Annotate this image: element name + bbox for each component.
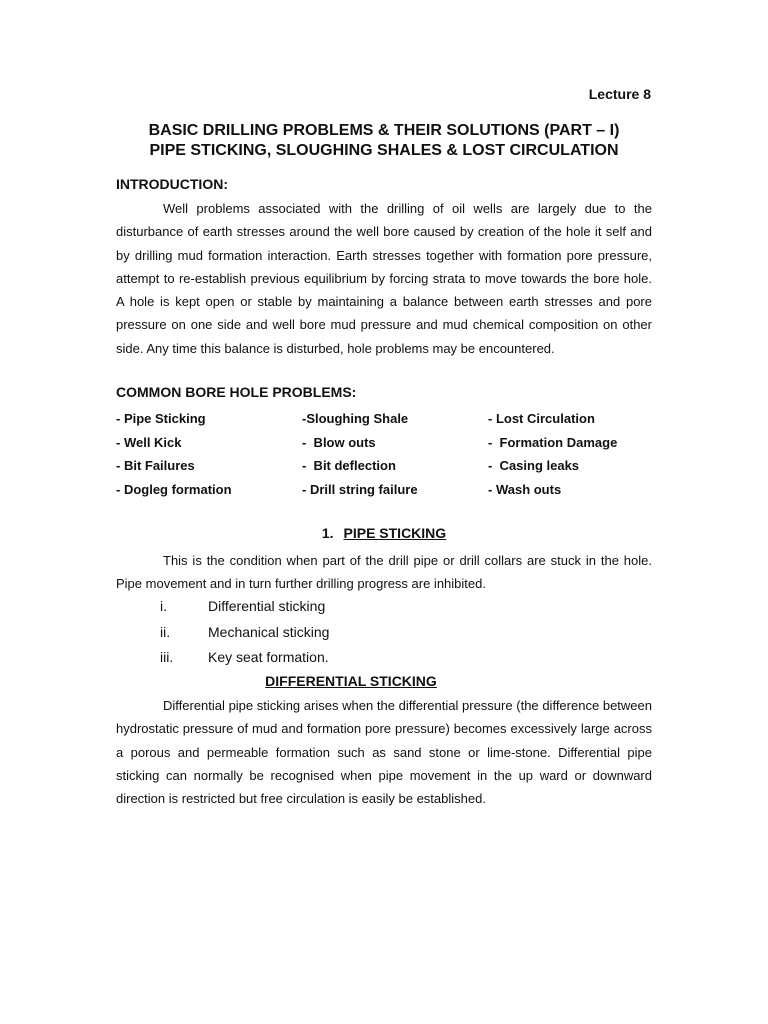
- list-item: [160, 647, 329, 673]
- list-label: Key seat formation.: [208, 649, 329, 665]
- list-item: [160, 596, 329, 622]
- list-numeral: i.: [160, 598, 167, 614]
- title-line-2: PIPE STICKING, SLOUGHING SHALES & LOST CIRCULATION: [149, 142, 619, 159]
- problems-row: [116, 431, 652, 455]
- problems-grid: [116, 407, 652, 501]
- list-label: Differential sticking: [208, 598, 326, 614]
- problem-item: -Sloughing Shale: [302, 411, 409, 426]
- problem-item: - Lost Circulation: [488, 411, 595, 426]
- problem-item: - Pipe Sticking: [116, 411, 206, 426]
- problem-item: - Well Kick: [116, 434, 182, 450]
- introduction-paragraph: Well problems associated with the drilling of oil wells are largely due to the disturbance of earth stresses around the well bore caused by creation of the hole it self and by drilling mud formation interaction. Earth stresses together with formation pore pressure, attempt to re-establish previous equilibrium by forcing strata to move towards the bore hole. A hole is kept open or stable by maintaining a balance between earth stresses and pore pressure on one side and well bore mud pressure and mud chemical composition on other side. Any time this balance is disturbed, hole problems may be encountered.: [116, 201, 652, 356]
- problems-row: [116, 478, 652, 502]
- problem-item: - Bit deflection: [302, 458, 396, 473]
- list-numeral: iii.: [160, 649, 174, 665]
- list-item: [160, 622, 329, 648]
- pipe-sticking-paragraph: This is the condition when part of the drill pipe or drill collars are stuck in the hole. Pipe movement and in turn further drilling progress are inhibited.: [116, 553, 652, 592]
- differential-sticking-heading: DIFFERENTIAL STICKING: [265, 673, 437, 689]
- problem-item: - Bit Failures: [116, 458, 195, 473]
- introduction-heading: INTRODUCTION:: [116, 176, 228, 192]
- problem-item: - Drill string failure: [302, 481, 418, 497]
- common-problems-heading: COMMON BORE HOLE PROBLEMS:: [116, 384, 357, 400]
- page-title: [116, 121, 652, 161]
- problem-item: - Formation Damage: [488, 434, 618, 450]
- problem-item: - Wash outs: [488, 481, 562, 497]
- problem-item: - Dogleg formation: [116, 481, 232, 497]
- list-numeral: ii.: [160, 623, 171, 640]
- sticking-types-list: [160, 596, 329, 673]
- problem-item: - Blow outs: [302, 434, 376, 450]
- problems-row: [116, 407, 652, 431]
- problem-item: - Casing leaks: [488, 458, 580, 473]
- section-title: PIPE STICKING: [343, 525, 447, 541]
- section-number: 1.: [321, 525, 334, 541]
- title-line-1: BASIC DRILLING PROBLEMS & THEIR SOLUTIONS (PART – I): [148, 122, 620, 139]
- pipe-sticking-heading: [0, 525, 768, 541]
- differential-sticking-paragraph: Differential pipe sticking arises when the differential pressure (the difference between hydrostatic pressure of mud and formation pore pressure) becomes excessively large across a porous and permeable formation such as sand stone or lime-stone. Differential pipe sticking can normally be recognised when pipe movement in the up ward or downward direction is restricted but free circulation is easily be established.: [116, 698, 652, 807]
- problems-row: [116, 454, 652, 478]
- list-label: Mechanical sticking: [208, 623, 330, 640]
- lecture-number: Lecture 8: [588, 86, 651, 102]
